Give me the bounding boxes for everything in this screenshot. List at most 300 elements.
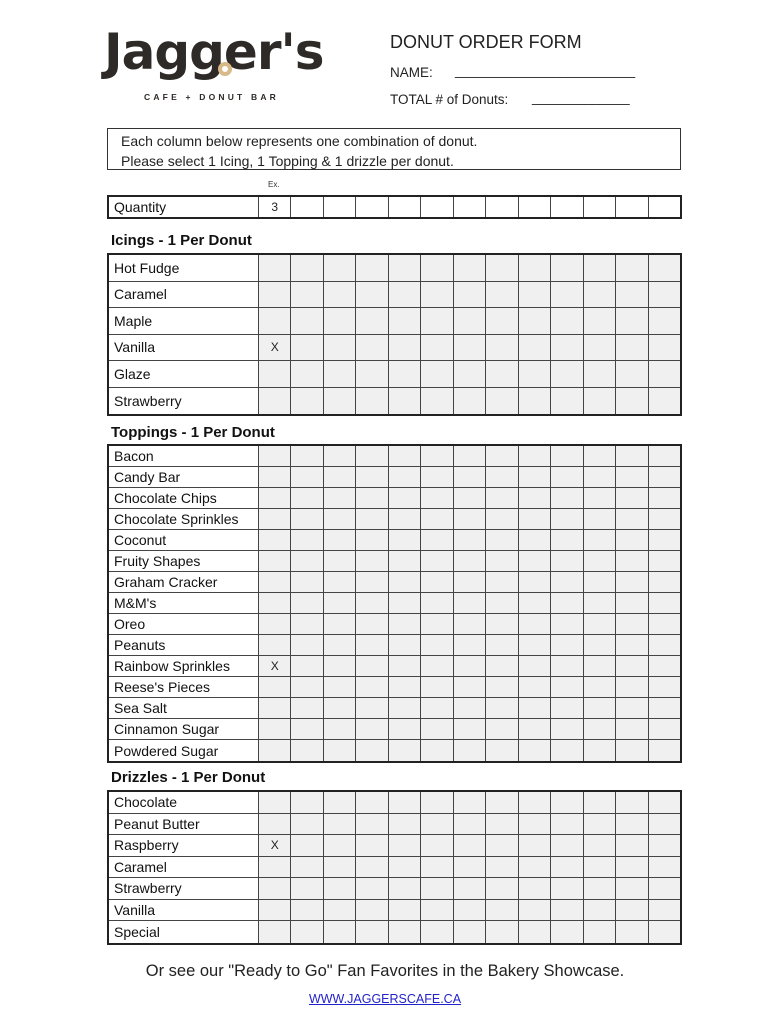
icings-select-cell[interactable] <box>584 388 616 415</box>
toppings-select-cell[interactable] <box>291 677 323 697</box>
drizzles-select-cell[interactable] <box>356 835 388 856</box>
drizzles-select-cell[interactable] <box>291 900 323 921</box>
toppings-select-cell[interactable] <box>421 551 453 571</box>
toppings-select-cell[interactable] <box>389 614 421 634</box>
toppings-select-cell[interactable] <box>584 614 616 634</box>
toppings-select-cell[interactable] <box>389 698 421 718</box>
drizzles-select-cell[interactable] <box>356 900 388 921</box>
toppings-select-cell[interactable] <box>616 488 648 508</box>
toppings-select-cell[interactable] <box>551 719 583 739</box>
drizzles-select-cell[interactable] <box>649 921 680 943</box>
drizzles-select-cell[interactable] <box>356 792 388 813</box>
drizzles-select-cell[interactable] <box>421 814 453 835</box>
drizzles-select-cell[interactable] <box>421 857 453 878</box>
drizzles-select-cell[interactable] <box>389 921 421 943</box>
toppings-select-cell[interactable] <box>519 656 551 676</box>
toppings-select-cell[interactable] <box>421 509 453 529</box>
drizzles-select-cell[interactable] <box>324 835 356 856</box>
toppings-select-cell[interactable] <box>584 698 616 718</box>
toppings-select-cell[interactable] <box>356 698 388 718</box>
toppings-select-cell[interactable] <box>291 530 323 550</box>
drizzles-select-cell[interactable] <box>389 792 421 813</box>
drizzles-select-cell[interactable] <box>519 921 551 943</box>
toppings-select-cell[interactable] <box>324 614 356 634</box>
toppings-select-cell[interactable] <box>356 551 388 571</box>
icings-select-cell[interactable] <box>519 335 551 361</box>
icings-select-cell[interactable] <box>324 335 356 361</box>
icings-select-cell[interactable] <box>454 255 486 281</box>
toppings-select-cell[interactable] <box>519 488 551 508</box>
icings-select-cell[interactable] <box>291 361 323 387</box>
drizzles-select-cell[interactable] <box>486 857 518 878</box>
toppings-select-cell[interactable] <box>519 593 551 613</box>
drizzles-select-cell[interactable] <box>291 792 323 813</box>
toppings-select-cell[interactable] <box>324 551 356 571</box>
drizzles-select-cell[interactable] <box>616 792 648 813</box>
icings-select-cell[interactable] <box>584 335 616 361</box>
icings-select-cell[interactable] <box>486 335 518 361</box>
toppings-select-cell[interactable] <box>324 719 356 739</box>
drizzles-select-cell[interactable] <box>551 792 583 813</box>
toppings-select-cell[interactable] <box>421 656 453 676</box>
toppings-select-cell[interactable] <box>291 593 323 613</box>
toppings-select-cell[interactable] <box>389 572 421 592</box>
drizzles-select-cell[interactable] <box>519 835 551 856</box>
drizzles-select-cell[interactable] <box>584 814 616 835</box>
toppings-select-cell[interactable] <box>584 719 616 739</box>
icings-select-cell[interactable] <box>519 255 551 281</box>
icings-select-cell[interactable] <box>454 282 486 308</box>
toppings-select-cell[interactable] <box>584 446 616 466</box>
drizzles-select-cell[interactable] <box>486 921 518 943</box>
icings-select-cell[interactable] <box>551 255 583 281</box>
icings-select-cell[interactable] <box>486 388 518 415</box>
toppings-select-cell[interactable] <box>616 446 648 466</box>
total-field[interactable]: _____________ <box>532 90 630 105</box>
icings-select-cell[interactable] <box>454 308 486 334</box>
drizzles-select-cell[interactable] <box>584 835 616 856</box>
toppings-select-cell[interactable] <box>324 446 356 466</box>
toppings-select-cell[interactable] <box>649 740 680 761</box>
toppings-select-cell[interactable] <box>356 740 388 761</box>
quantity-cell[interactable] <box>324 197 356 217</box>
icings-select-cell[interactable] <box>486 255 518 281</box>
toppings-select-cell[interactable] <box>519 530 551 550</box>
toppings-select-cell[interactable] <box>486 446 518 466</box>
toppings-select-cell[interactable] <box>551 509 583 529</box>
toppings-select-cell[interactable] <box>291 467 323 487</box>
drizzles-select-cell[interactable] <box>616 814 648 835</box>
toppings-select-cell[interactable] <box>356 635 388 655</box>
quantity-cell[interactable] <box>454 197 486 217</box>
toppings-select-cell[interactable] <box>519 740 551 761</box>
drizzles-select-cell[interactable] <box>486 835 518 856</box>
drizzles-select-cell[interactable] <box>389 857 421 878</box>
toppings-select-cell[interactable] <box>519 509 551 529</box>
toppings-select-cell[interactable] <box>486 530 518 550</box>
toppings-select-cell[interactable] <box>616 677 648 697</box>
toppings-select-cell[interactable] <box>421 530 453 550</box>
drizzles-select-cell[interactable] <box>454 921 486 943</box>
icings-select-cell[interactable] <box>519 308 551 334</box>
icings-select-cell[interactable] <box>389 308 421 334</box>
toppings-select-cell[interactable] <box>421 446 453 466</box>
toppings-select-cell[interactable] <box>389 593 421 613</box>
drizzles-select-cell[interactable] <box>324 792 356 813</box>
drizzles-select-cell[interactable] <box>291 921 323 943</box>
drizzles-select-cell[interactable] <box>324 878 356 899</box>
toppings-select-cell[interactable] <box>519 719 551 739</box>
toppings-select-cell[interactable] <box>551 572 583 592</box>
icings-select-cell[interactable] <box>584 282 616 308</box>
toppings-select-cell[interactable] <box>551 593 583 613</box>
icings-select-cell[interactable] <box>486 308 518 334</box>
drizzles-select-cell[interactable] <box>389 814 421 835</box>
toppings-select-cell[interactable] <box>551 635 583 655</box>
icings-select-cell[interactable] <box>356 335 388 361</box>
toppings-select-cell[interactable] <box>584 593 616 613</box>
icings-select-cell[interactable] <box>551 282 583 308</box>
toppings-select-cell[interactable] <box>649 677 680 697</box>
quantity-cell[interactable] <box>291 197 323 217</box>
toppings-select-cell[interactable] <box>519 551 551 571</box>
toppings-select-cell[interactable] <box>454 740 486 761</box>
toppings-select-cell[interactable] <box>519 635 551 655</box>
icings-select-cell[interactable] <box>649 282 680 308</box>
drizzles-select-cell[interactable] <box>584 878 616 899</box>
toppings-select-cell[interactable] <box>649 530 680 550</box>
toppings-select-cell[interactable] <box>291 551 323 571</box>
icings-select-cell[interactable] <box>454 335 486 361</box>
toppings-select-cell[interactable] <box>389 656 421 676</box>
toppings-select-cell[interactable] <box>616 656 648 676</box>
icings-select-cell[interactable] <box>551 335 583 361</box>
quantity-cell[interactable] <box>551 197 583 217</box>
toppings-select-cell[interactable] <box>649 635 680 655</box>
icings-select-cell[interactable] <box>291 335 323 361</box>
drizzles-select-cell[interactable] <box>584 857 616 878</box>
toppings-select-cell[interactable] <box>486 656 518 676</box>
toppings-select-cell[interactable] <box>584 530 616 550</box>
toppings-select-cell[interactable] <box>551 614 583 634</box>
icings-select-cell[interactable] <box>616 388 648 415</box>
toppings-select-cell[interactable] <box>421 488 453 508</box>
drizzles-select-cell[interactable] <box>389 878 421 899</box>
toppings-select-cell[interactable] <box>486 698 518 718</box>
toppings-select-cell[interactable] <box>356 719 388 739</box>
toppings-select-cell[interactable] <box>486 614 518 634</box>
icings-select-cell[interactable] <box>616 282 648 308</box>
quantity-cell[interactable] <box>389 197 421 217</box>
toppings-select-cell[interactable] <box>389 446 421 466</box>
toppings-select-cell[interactable] <box>519 446 551 466</box>
drizzles-select-cell[interactable] <box>324 857 356 878</box>
toppings-select-cell[interactable] <box>356 572 388 592</box>
drizzles-select-cell[interactable] <box>421 900 453 921</box>
drizzles-select-cell[interactable] <box>649 792 680 813</box>
toppings-select-cell[interactable] <box>421 635 453 655</box>
quantity-cell[interactable] <box>649 197 680 217</box>
toppings-select-cell[interactable] <box>519 677 551 697</box>
quantity-cell[interactable] <box>616 197 648 217</box>
drizzles-select-cell[interactable] <box>421 878 453 899</box>
toppings-select-cell[interactable] <box>324 635 356 655</box>
icings-select-cell[interactable] <box>421 335 453 361</box>
quantity-cell[interactable] <box>486 197 518 217</box>
toppings-select-cell[interactable] <box>584 740 616 761</box>
toppings-select-cell[interactable] <box>291 656 323 676</box>
drizzles-select-cell[interactable] <box>519 878 551 899</box>
icings-select-cell[interactable] <box>356 361 388 387</box>
icings-select-cell[interactable] <box>421 308 453 334</box>
toppings-select-cell[interactable] <box>454 656 486 676</box>
toppings-select-cell[interactable] <box>324 509 356 529</box>
drizzles-select-cell[interactable] <box>551 835 583 856</box>
drizzles-select-cell[interactable] <box>649 878 680 899</box>
toppings-select-cell[interactable] <box>324 656 356 676</box>
drizzles-select-cell[interactable] <box>454 878 486 899</box>
toppings-select-cell[interactable] <box>324 593 356 613</box>
toppings-select-cell[interactable] <box>421 719 453 739</box>
toppings-select-cell[interactable] <box>486 719 518 739</box>
toppings-select-cell[interactable] <box>421 572 453 592</box>
toppings-select-cell[interactable] <box>291 509 323 529</box>
toppings-select-cell[interactable] <box>551 677 583 697</box>
icings-select-cell[interactable] <box>519 282 551 308</box>
icings-select-cell[interactable] <box>356 308 388 334</box>
toppings-select-cell[interactable] <box>454 698 486 718</box>
drizzles-select-cell[interactable] <box>649 857 680 878</box>
toppings-select-cell[interactable] <box>324 572 356 592</box>
drizzles-select-cell[interactable] <box>551 857 583 878</box>
quantity-cell[interactable] <box>519 197 551 217</box>
toppings-select-cell[interactable] <box>519 467 551 487</box>
toppings-select-cell[interactable] <box>291 740 323 761</box>
toppings-select-cell[interactable] <box>616 593 648 613</box>
icings-select-cell[interactable] <box>324 308 356 334</box>
icings-select-cell[interactable] <box>324 255 356 281</box>
toppings-select-cell[interactable] <box>616 509 648 529</box>
drizzles-select-cell[interactable] <box>324 814 356 835</box>
toppings-select-cell[interactable] <box>324 488 356 508</box>
toppings-select-cell[interactable] <box>291 698 323 718</box>
toppings-select-cell[interactable] <box>291 635 323 655</box>
icings-select-cell[interactable] <box>649 308 680 334</box>
icings-select-cell[interactable] <box>291 388 323 415</box>
toppings-select-cell[interactable] <box>324 530 356 550</box>
icings-select-cell[interactable] <box>551 308 583 334</box>
toppings-select-cell[interactable] <box>649 446 680 466</box>
drizzles-select-cell[interactable] <box>584 921 616 943</box>
drizzles-select-cell[interactable] <box>584 900 616 921</box>
toppings-select-cell[interactable] <box>584 572 616 592</box>
drizzles-select-cell[interactable] <box>551 814 583 835</box>
drizzles-select-cell[interactable] <box>356 814 388 835</box>
toppings-select-cell[interactable] <box>486 740 518 761</box>
toppings-select-cell[interactable] <box>324 677 356 697</box>
icings-select-cell[interactable] <box>389 282 421 308</box>
quantity-cell[interactable] <box>584 197 616 217</box>
drizzles-select-cell[interactable] <box>616 900 648 921</box>
icings-select-cell[interactable] <box>291 282 323 308</box>
toppings-select-cell[interactable] <box>356 593 388 613</box>
drizzles-select-cell[interactable] <box>519 792 551 813</box>
toppings-select-cell[interactable] <box>486 593 518 613</box>
toppings-select-cell[interactable] <box>454 635 486 655</box>
toppings-select-cell[interactable] <box>616 614 648 634</box>
icings-select-cell[interactable] <box>649 335 680 361</box>
toppings-select-cell[interactable] <box>389 551 421 571</box>
toppings-select-cell[interactable] <box>649 698 680 718</box>
icings-select-cell[interactable] <box>291 308 323 334</box>
drizzles-select-cell[interactable] <box>649 900 680 921</box>
toppings-select-cell[interactable] <box>551 530 583 550</box>
icings-select-cell[interactable] <box>389 388 421 415</box>
drizzles-select-cell[interactable] <box>486 878 518 899</box>
toppings-select-cell[interactable] <box>454 530 486 550</box>
drizzles-select-cell[interactable] <box>519 814 551 835</box>
icings-select-cell[interactable] <box>421 361 453 387</box>
icings-select-cell[interactable] <box>584 361 616 387</box>
drizzles-select-cell[interactable] <box>291 857 323 878</box>
icings-select-cell[interactable] <box>356 388 388 415</box>
toppings-select-cell[interactable] <box>421 614 453 634</box>
icings-select-cell[interactable] <box>389 361 421 387</box>
drizzles-select-cell[interactable] <box>454 792 486 813</box>
toppings-select-cell[interactable] <box>584 551 616 571</box>
icings-select-cell[interactable] <box>616 361 648 387</box>
toppings-select-cell[interactable] <box>421 677 453 697</box>
toppings-select-cell[interactable] <box>486 467 518 487</box>
drizzles-select-cell[interactable] <box>454 835 486 856</box>
toppings-select-cell[interactable] <box>356 677 388 697</box>
toppings-select-cell[interactable] <box>551 698 583 718</box>
icings-select-cell[interactable] <box>324 282 356 308</box>
toppings-select-cell[interactable] <box>519 614 551 634</box>
drizzles-select-cell[interactable] <box>454 900 486 921</box>
toppings-select-cell[interactable] <box>389 719 421 739</box>
toppings-select-cell[interactable] <box>649 551 680 571</box>
toppings-select-cell[interactable] <box>454 488 486 508</box>
icings-select-cell[interactable] <box>389 255 421 281</box>
drizzles-select-cell[interactable] <box>649 835 680 856</box>
toppings-select-cell[interactable] <box>389 635 421 655</box>
toppings-select-cell[interactable] <box>584 635 616 655</box>
icings-select-cell[interactable] <box>454 361 486 387</box>
toppings-select-cell[interactable] <box>454 614 486 634</box>
toppings-select-cell[interactable] <box>519 698 551 718</box>
toppings-select-cell[interactable] <box>649 488 680 508</box>
icings-select-cell[interactable] <box>616 308 648 334</box>
toppings-select-cell[interactable] <box>389 509 421 529</box>
drizzles-select-cell[interactable] <box>356 857 388 878</box>
toppings-select-cell[interactable] <box>616 719 648 739</box>
icings-select-cell[interactable] <box>486 282 518 308</box>
drizzles-select-cell[interactable] <box>324 921 356 943</box>
toppings-select-cell[interactable] <box>584 509 616 529</box>
toppings-select-cell[interactable] <box>486 509 518 529</box>
icings-select-cell[interactable] <box>616 255 648 281</box>
icings-select-cell[interactable] <box>551 388 583 415</box>
toppings-select-cell[interactable] <box>291 488 323 508</box>
toppings-select-cell[interactable] <box>454 593 486 613</box>
toppings-select-cell[interactable] <box>421 467 453 487</box>
toppings-select-cell[interactable] <box>616 698 648 718</box>
toppings-select-cell[interactable] <box>551 740 583 761</box>
toppings-select-cell[interactable] <box>324 740 356 761</box>
drizzles-select-cell[interactable] <box>616 921 648 943</box>
website-link[interactable]: WWW.JAGGERSCAFE.CA <box>308 992 462 1006</box>
quantity-cell[interactable] <box>421 197 453 217</box>
drizzles-select-cell[interactable] <box>486 792 518 813</box>
drizzles-select-cell[interactable] <box>616 878 648 899</box>
toppings-select-cell[interactable] <box>421 698 453 718</box>
toppings-select-cell[interactable] <box>649 467 680 487</box>
drizzles-select-cell[interactable] <box>291 878 323 899</box>
icings-select-cell[interactable] <box>649 255 680 281</box>
drizzles-select-cell[interactable] <box>389 900 421 921</box>
icings-select-cell[interactable] <box>421 255 453 281</box>
toppings-select-cell[interactable] <box>291 572 323 592</box>
icings-select-cell[interactable] <box>486 361 518 387</box>
drizzles-select-cell[interactable] <box>616 857 648 878</box>
icings-select-cell[interactable] <box>389 335 421 361</box>
drizzles-select-cell[interactable] <box>291 835 323 856</box>
icings-select-cell[interactable] <box>616 335 648 361</box>
drizzles-select-cell[interactable] <box>356 878 388 899</box>
toppings-select-cell[interactable] <box>454 509 486 529</box>
toppings-select-cell[interactable] <box>356 530 388 550</box>
icings-select-cell[interactable] <box>356 255 388 281</box>
toppings-select-cell[interactable] <box>649 719 680 739</box>
icings-select-cell[interactable] <box>584 255 616 281</box>
drizzles-select-cell[interactable] <box>421 835 453 856</box>
icings-select-cell[interactable] <box>324 361 356 387</box>
toppings-select-cell[interactable] <box>454 446 486 466</box>
toppings-select-cell[interactable] <box>486 572 518 592</box>
toppings-select-cell[interactable] <box>291 446 323 466</box>
toppings-select-cell[interactable] <box>584 656 616 676</box>
toppings-select-cell[interactable] <box>519 572 551 592</box>
toppings-select-cell[interactable] <box>356 614 388 634</box>
drizzles-select-cell[interactable] <box>519 900 551 921</box>
icings-select-cell[interactable] <box>356 282 388 308</box>
icings-select-cell[interactable] <box>649 361 680 387</box>
toppings-select-cell[interactable] <box>454 572 486 592</box>
drizzles-select-cell[interactable] <box>356 921 388 943</box>
drizzles-select-cell[interactable] <box>454 857 486 878</box>
drizzles-select-cell[interactable] <box>551 878 583 899</box>
toppings-select-cell[interactable] <box>584 467 616 487</box>
toppings-select-cell[interactable] <box>356 446 388 466</box>
toppings-select-cell[interactable] <box>291 614 323 634</box>
toppings-select-cell[interactable] <box>486 488 518 508</box>
toppings-select-cell[interactable] <box>421 740 453 761</box>
drizzles-select-cell[interactable] <box>649 814 680 835</box>
icings-select-cell[interactable] <box>454 388 486 415</box>
toppings-select-cell[interactable] <box>551 551 583 571</box>
toppings-select-cell[interactable] <box>356 467 388 487</box>
icings-select-cell[interactable] <box>291 255 323 281</box>
toppings-select-cell[interactable] <box>616 530 648 550</box>
icings-select-cell[interactable] <box>421 282 453 308</box>
drizzles-select-cell[interactable] <box>486 814 518 835</box>
drizzles-select-cell[interactable] <box>519 857 551 878</box>
toppings-select-cell[interactable] <box>454 719 486 739</box>
icings-select-cell[interactable] <box>519 361 551 387</box>
toppings-select-cell[interactable] <box>551 446 583 466</box>
toppings-select-cell[interactable] <box>454 551 486 571</box>
